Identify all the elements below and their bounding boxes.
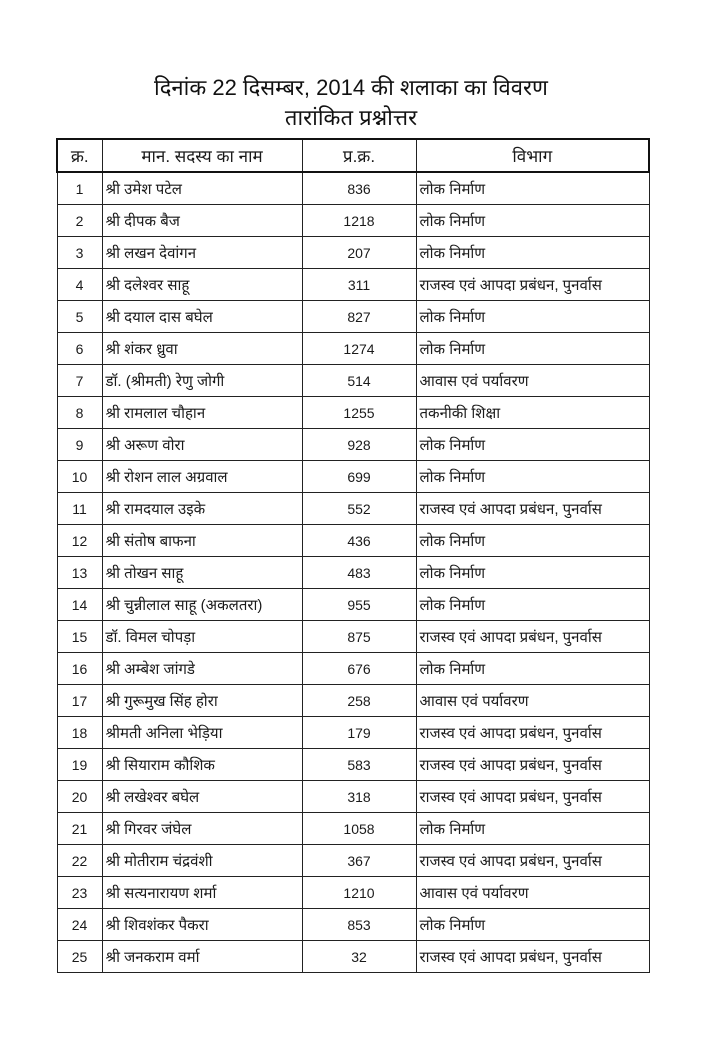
member-name-cell: श्री दलेश्वर साहू — [102, 269, 302, 301]
question-number-cell: 836 — [302, 172, 416, 205]
department-cell: आवास एवं पर्यावरण — [416, 877, 649, 909]
serial-cell: 16 — [57, 653, 102, 685]
question-number-cell: 514 — [302, 365, 416, 397]
table-row — [57, 781, 649, 813]
member-name-cell: श्री लखेश्वर बघेल — [102, 781, 302, 813]
department-cell: राजस्व एवं आपदा प्रबंधन, पुनर्वास — [416, 845, 649, 877]
serial-cell: 1 — [57, 172, 102, 205]
question-number-cell: 311 — [302, 269, 416, 301]
table-row — [57, 589, 649, 621]
member-name-cell: श्री चुन्नीलाल साहू (अकलतरा) — [102, 589, 302, 621]
question-number-cell: 1274 — [302, 333, 416, 365]
question-number-cell: 583 — [302, 749, 416, 781]
question-number-cell: 258 — [302, 685, 416, 717]
serial-cell: 14 — [57, 589, 102, 621]
table-row — [57, 269, 649, 301]
member-name-cell: श्री गुरूमुख सिंह होरा — [102, 685, 302, 717]
page-subtitle: तारांकित प्रश्नोत्तर — [284, 105, 418, 130]
question-number-cell: 875 — [302, 621, 416, 653]
table-row — [57, 717, 649, 749]
question-number-cell: 1058 — [302, 813, 416, 845]
question-number-cell: 955 — [302, 589, 416, 621]
table-row — [57, 493, 649, 525]
serial-cell: 17 — [57, 685, 102, 717]
department-cell: राजस्व एवं आपदा प्रबंधन, पुनर्वास — [416, 621, 649, 653]
department-cell: आवास एवं पर्यावरण — [416, 365, 649, 397]
member-name-cell: श्री संतोष बाफना — [102, 525, 302, 557]
member-name-cell: श्रीमती अनिला भेड़िया — [102, 717, 302, 749]
serial-cell: 11 — [57, 493, 102, 525]
question-number-cell: 367 — [302, 845, 416, 877]
serial-cell: 3 — [57, 237, 102, 269]
department-cell: राजस्व एवं आपदा प्रबंधन, पुनर्वास — [416, 269, 649, 301]
page-title: दिनांक 22 दिसम्बर, 2014 की शलाका का विवरण — [154, 75, 548, 100]
member-name-cell: श्री गिरवर जंघेल — [102, 813, 302, 845]
serial-cell: 9 — [57, 429, 102, 461]
question-number-cell: 676 — [302, 653, 416, 685]
question-number-cell: 1210 — [302, 877, 416, 909]
serial-cell: 4 — [57, 269, 102, 301]
table-row — [57, 653, 649, 685]
table-row — [57, 461, 649, 493]
member-name-cell: श्री शंकर ध्रुवा — [102, 333, 302, 365]
question-number-cell: 827 — [302, 301, 416, 333]
serial-cell: 2 — [57, 205, 102, 237]
member-name-cell: श्री दयाल दास बघेल — [102, 301, 302, 333]
department-cell: लोक निर्माण — [416, 525, 649, 557]
table-row — [57, 621, 649, 653]
table-row — [57, 877, 649, 909]
table-row — [57, 941, 649, 973]
department-cell: राजस्व एवं आपदा प्रबंधन, पुनर्वास — [416, 781, 649, 813]
header-serial: क्र. — [57, 139, 102, 172]
question-number-cell: 179 — [302, 717, 416, 749]
department-cell: लोक निर्माण — [416, 333, 649, 365]
department-cell: लोक निर्माण — [416, 237, 649, 269]
table-row — [57, 909, 649, 941]
department-cell: लोक निर्माण — [416, 909, 649, 941]
department-cell: राजस्व एवं आपदा प्रबंधन, पुनर्वास — [416, 749, 649, 781]
department-cell: लोक निर्माण — [416, 653, 649, 685]
table-header-row — [57, 139, 649, 172]
serial-cell: 20 — [57, 781, 102, 813]
serial-cell: 6 — [57, 333, 102, 365]
question-number-cell: 1218 — [302, 205, 416, 237]
serial-cell: 10 — [57, 461, 102, 493]
serial-cell: 25 — [57, 941, 102, 973]
member-name-cell: श्री शिवशंकर पैकरा — [102, 909, 302, 941]
table-row — [57, 333, 649, 365]
table-row — [57, 749, 649, 781]
table-row — [57, 429, 649, 461]
department-cell: लोक निर्माण — [416, 429, 649, 461]
question-number-cell: 207 — [302, 237, 416, 269]
serial-cell: 21 — [57, 813, 102, 845]
member-name-cell: डॉ. (श्रीमती) रेणु जोगी — [102, 365, 302, 397]
serial-cell: 15 — [57, 621, 102, 653]
member-name-cell: श्री दीपक बैज — [102, 205, 302, 237]
department-cell: तकनीकी शिक्षा — [416, 397, 649, 429]
header-department: विभाग — [416, 139, 649, 172]
table-row — [57, 685, 649, 717]
serial-cell: 18 — [57, 717, 102, 749]
serial-cell: 22 — [57, 845, 102, 877]
serial-cell: 24 — [57, 909, 102, 941]
department-cell: राजस्व एवं आपदा प्रबंधन, पुनर्वास — [416, 941, 649, 973]
table-row — [57, 397, 649, 429]
questions-table — [56, 138, 650, 973]
department-cell: लोक निर्माण — [416, 172, 649, 205]
header-member-name: मान. सदस्य का नाम — [102, 139, 302, 172]
member-name-cell: श्री अरूण वोरा — [102, 429, 302, 461]
table-row — [57, 237, 649, 269]
serial-cell: 8 — [57, 397, 102, 429]
member-name-cell: श्री तोखन साहू — [102, 557, 302, 589]
member-name-cell: श्री रोशन लाल अग्रवाल — [102, 461, 302, 493]
serial-cell: 7 — [57, 365, 102, 397]
member-name-cell: श्री सत्यनारायण शर्मा — [102, 877, 302, 909]
department-cell: लोक निर्माण — [416, 301, 649, 333]
question-number-cell: 928 — [302, 429, 416, 461]
member-name-cell: डॉ. विमल चोपड़ा — [102, 621, 302, 653]
member-name-cell: श्री उमेश पटेल — [102, 172, 302, 205]
department-cell: लोक निर्माण — [416, 557, 649, 589]
header-question-number: प्र.क्र. — [302, 139, 416, 172]
member-name-cell: श्री मोतीराम चंद्रवंशी — [102, 845, 302, 877]
member-name-cell: श्री रामलाल चौहान — [102, 397, 302, 429]
department-cell: लोक निर्माण — [416, 813, 649, 845]
question-number-cell: 483 — [302, 557, 416, 589]
table-row — [57, 365, 649, 397]
serial-cell: 13 — [57, 557, 102, 589]
table-row — [57, 845, 649, 877]
department-cell: लोक निर्माण — [416, 461, 649, 493]
table-body — [57, 172, 649, 973]
question-number-cell: 1255 — [302, 397, 416, 429]
member-name-cell: श्री रामदयाल उइके — [102, 493, 302, 525]
question-number-cell: 32 — [302, 941, 416, 973]
question-number-cell: 853 — [302, 909, 416, 941]
table-row — [57, 172, 649, 205]
question-number-cell: 436 — [302, 525, 416, 557]
serial-cell: 19 — [57, 749, 102, 781]
table-row — [57, 205, 649, 237]
question-number-cell: 318 — [302, 781, 416, 813]
department-cell: राजस्व एवं आपदा प्रबंधन, पुनर्वास — [416, 717, 649, 749]
table-row — [57, 525, 649, 557]
department-cell: राजस्व एवं आपदा प्रबंधन, पुनर्वास — [416, 493, 649, 525]
department-cell: आवास एवं पर्यावरण — [416, 685, 649, 717]
question-number-cell: 552 — [302, 493, 416, 525]
member-name-cell: श्री लखन देवांगन — [102, 237, 302, 269]
member-name-cell: श्री सियाराम कौशिक — [102, 749, 302, 781]
member-name-cell: श्री अम्बेश जांगडे — [102, 653, 302, 685]
table-row — [57, 813, 649, 845]
serial-cell: 12 — [57, 525, 102, 557]
department-cell: लोक निर्माण — [416, 205, 649, 237]
question-number-cell: 699 — [302, 461, 416, 493]
department-cell: लोक निर्माण — [416, 589, 649, 621]
member-name-cell: श्री जनकराम वर्मा — [102, 941, 302, 973]
table-row — [57, 557, 649, 589]
table-row — [57, 301, 649, 333]
serial-cell: 23 — [57, 877, 102, 909]
serial-cell: 5 — [57, 301, 102, 333]
